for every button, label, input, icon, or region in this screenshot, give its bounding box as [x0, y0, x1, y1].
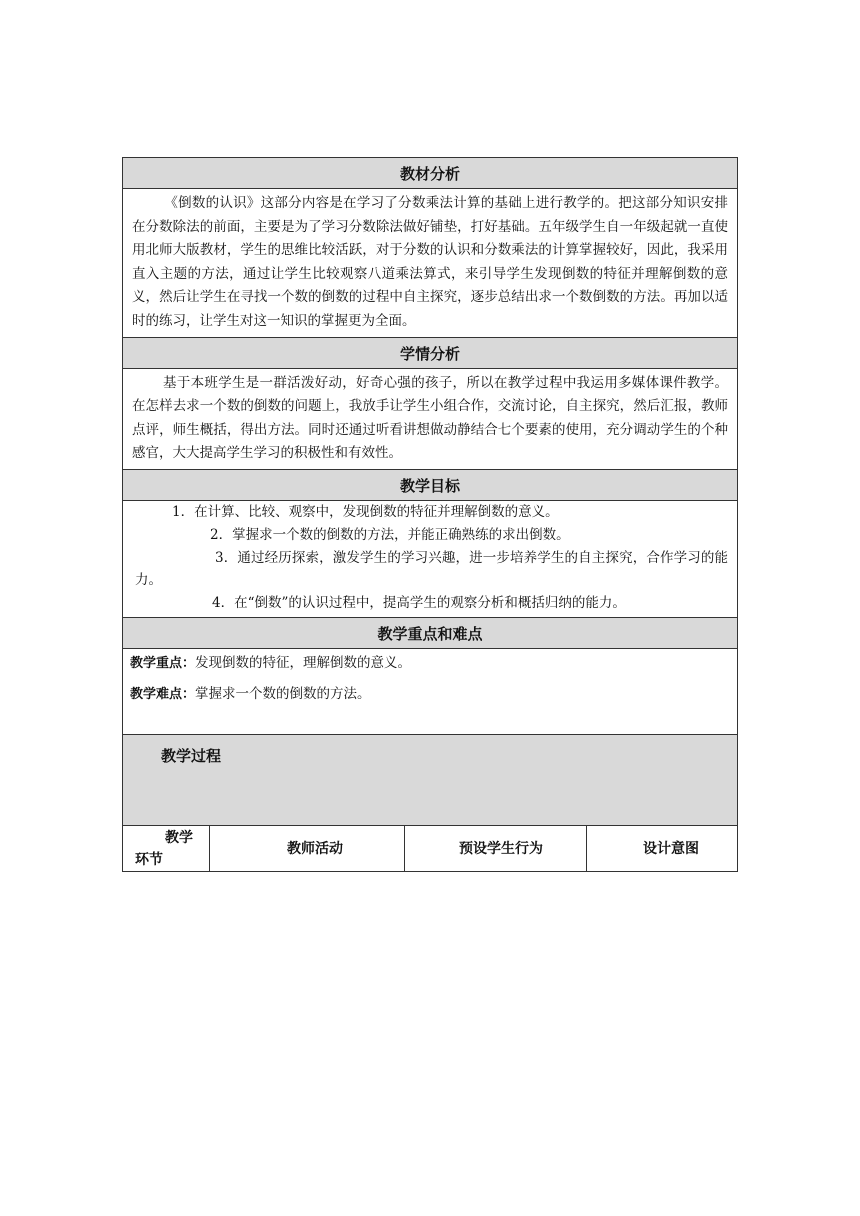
- student-analysis-text: 基于本班学生是一群活泼好动，好奇心强的孩子，所以在教学过程中我运用多媒体课件教学。在怎样去求一个数的倒数的问题上，我放手让学生小组合作，交流讨论，自主探究，然后汇报，教师点评，师生概括，得出方法。同时还通过听看讲想做动静结合七个要素的使用，充分调动学生的个种感官，大大提高学生学习的积极性和有效性。: [132, 374, 728, 462]
- column-header-design: [587, 826, 737, 871]
- lesson-plan-table: [122, 157, 738, 872]
- difficult-point-line: [130, 682, 728, 707]
- goal-item: 2．掌握求一个数的倒数的方法，并能正确熟练的求出倒数。: [210, 526, 570, 543]
- section-header-students: 学情分析: [122, 338, 738, 369]
- section-header-textbook: 教材分析: [122, 157, 738, 189]
- column-header-stage-line2: 环节: [135, 851, 163, 868]
- key-point-text: 发现倒数的特征，理解倒数的意义。: [195, 654, 412, 671]
- key-point-label: 教学重点：: [130, 655, 196, 671]
- column-header-stage-line1: 教学: [165, 829, 193, 846]
- section-body-goals: [122, 501, 738, 618]
- goal-item: 3．通过经历探索，激发学生的学习兴趣，进一步培养学生的自主探究，合作学习的能力。: [135, 549, 728, 589]
- section-body-textbook: [122, 189, 738, 338]
- difficult-point-text: 掌握求一个数的倒数的方法。: [195, 685, 371, 702]
- column-header-students-label: 预设学生行为: [459, 840, 543, 857]
- section-body-students: [122, 369, 738, 470]
- column-header-teacher: [210, 826, 405, 871]
- column-header-teacher-label: 教师活动: [287, 840, 343, 857]
- column-header-design-label: 设计意图: [643, 840, 699, 857]
- section-body-key-points: [122, 649, 738, 735]
- column-header-students: [405, 826, 587, 871]
- section-header-goals: 教学目标: [122, 470, 738, 501]
- goal-item: 4．在“倒数”的认识过程中，提高学生的观察分析和概括归纳的能力。: [212, 595, 626, 612]
- difficult-point-label: 教学难点：: [130, 686, 196, 702]
- teaching-process-title: 教学过程: [161, 746, 222, 765]
- goal-item: 1．在计算、比较、观察中，发现倒数的特征并理解倒数的意义。: [172, 503, 559, 520]
- key-point-line: [130, 651, 728, 676]
- section-header-key-points: 教学重点和难点: [122, 618, 738, 649]
- textbook-analysis-text: 《倒数的认识》这部分内容是在学习了分数乘法计算的基础上进行教学的。把这部分知识安排在分数除法的前面，主要是为了学习分数除法做好铺垫，打好基础。五年级学生自一年级起就一直使用北师大版教材，学生的思维比较活跃，对于分数的认识和分数乘法的计算掌握较好，因此，我采用直入主题的方法，通过让学生比较观察八道乘法算式，来引导学生发现倒数的特征并理解倒数的意义，然后让学生在寻找一个数的倒数的过程中自主探究，逐步总结出求一个数倒数的方法。再加以适时的练习，让学生对这一知识的掌握更为全面。: [132, 195, 728, 329]
- section-teaching-process: [122, 735, 738, 826]
- process-column-headers: [122, 826, 738, 872]
- column-header-stage: [123, 826, 210, 871]
